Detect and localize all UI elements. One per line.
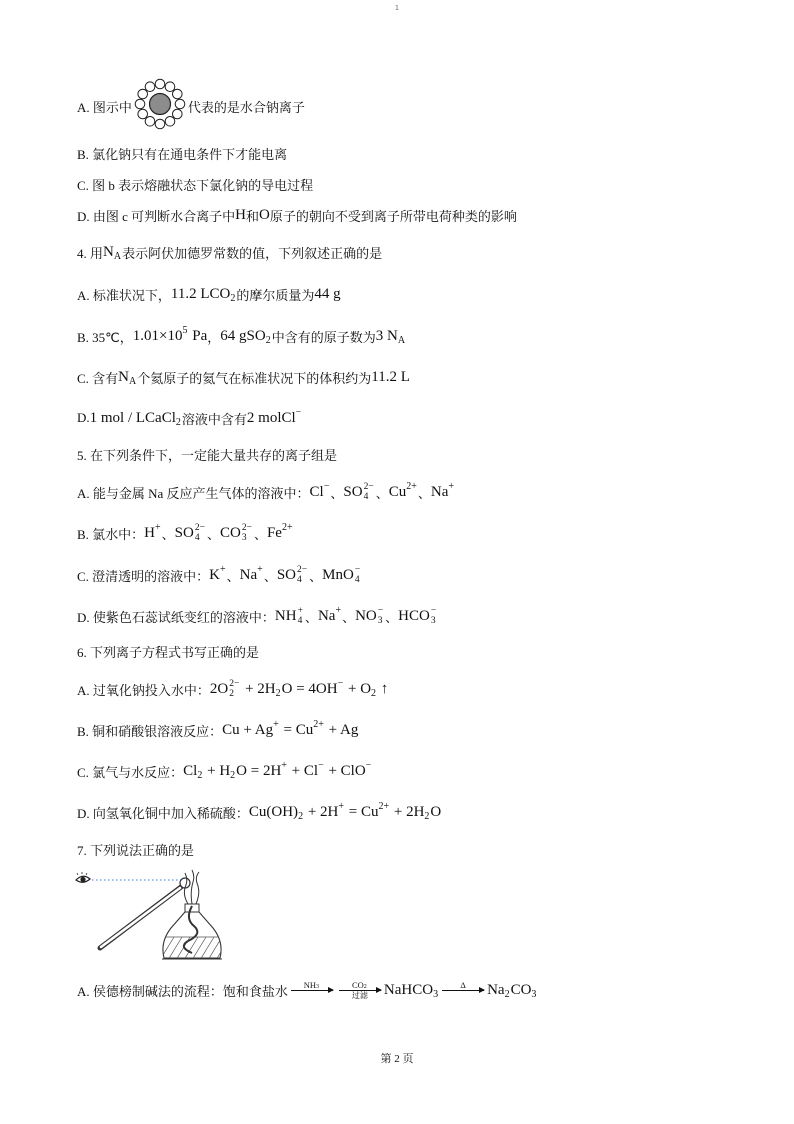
q4-option-a bbox=[77, 282, 341, 306]
eye-icon bbox=[76, 872, 90, 882]
formula-run: Δ bbox=[460, 979, 466, 990]
text-run: 、 bbox=[309, 568, 323, 584]
page-number: 第 2 页 bbox=[380, 1053, 414, 1065]
text-run: 、 bbox=[226, 568, 240, 584]
superscript: − bbox=[337, 677, 344, 689]
formula-run: NH bbox=[303, 979, 317, 990]
text-run: 、 bbox=[330, 485, 344, 501]
formula-run: 1 mol / LCaCl bbox=[89, 409, 176, 426]
stacked-sub-superscript bbox=[242, 523, 252, 543]
subscript: 2 bbox=[230, 769, 236, 781]
text-run: D. 使紫色石蕊试纸变红的溶液中： bbox=[77, 609, 275, 625]
text-run: B. 铜和硝酸银溶液反应： bbox=[77, 723, 223, 739]
formula-run: Na bbox=[430, 483, 449, 500]
stacked-sub-superscript bbox=[378, 606, 383, 626]
text-run: D. 由图 c 可判断水合离子中 bbox=[77, 208, 236, 224]
superscript: − bbox=[430, 606, 437, 616]
subscript: 3 bbox=[316, 983, 320, 990]
text-run: 原子的朝向不受到离子所带电荷种类的影响 bbox=[269, 208, 517, 224]
q3-option-d bbox=[77, 203, 517, 227]
formula-run: Na bbox=[239, 566, 258, 583]
stacked-sub-superscript bbox=[298, 606, 303, 626]
formula-run: Pa bbox=[188, 327, 208, 344]
q5-option-b bbox=[77, 521, 294, 545]
q6-option-d bbox=[77, 800, 441, 824]
subscript: 4 bbox=[363, 492, 369, 502]
superscript: + bbox=[335, 604, 342, 616]
subscript: 4 bbox=[354, 575, 360, 585]
arrow-label-above bbox=[352, 980, 368, 990]
text-run: 、 bbox=[304, 609, 318, 625]
formula-run: NaHCO bbox=[383, 981, 434, 998]
superscript: − bbox=[377, 606, 384, 616]
q5-stem bbox=[77, 442, 337, 466]
formula-run: + H bbox=[203, 762, 231, 779]
text-run: B. 氯化钠只有在通电条件下才能电离 bbox=[77, 146, 288, 162]
text-run: 的摩尔质量为 bbox=[236, 287, 315, 303]
formula-run: HCO bbox=[398, 607, 430, 624]
text-run: D. 向氢氧化铜中加入稀硫酸： bbox=[77, 805, 249, 821]
text-run: 、 bbox=[161, 526, 175, 542]
text-run: 、 bbox=[417, 485, 431, 501]
formula-run: K bbox=[209, 566, 221, 583]
subscript: 2 bbox=[298, 810, 304, 822]
subscript: 3 bbox=[430, 616, 436, 626]
q4-option-d bbox=[77, 406, 302, 430]
text-run: 、 bbox=[253, 526, 267, 542]
formula-run: = Cu bbox=[279, 721, 314, 738]
superscript: 2− bbox=[194, 523, 205, 533]
text-run: 、 bbox=[375, 485, 389, 501]
superscript: 2+ bbox=[313, 718, 324, 730]
subscript: 2 bbox=[197, 769, 203, 781]
arrow-label-below bbox=[352, 991, 368, 1001]
superscript: 2− bbox=[297, 565, 308, 575]
text-run: ， bbox=[207, 329, 221, 345]
formula-run: N bbox=[118, 368, 130, 385]
subscript: 2 bbox=[371, 687, 377, 699]
q3-option-a bbox=[77, 78, 305, 134]
text-run: C. 澄清透明的溶液中： bbox=[77, 568, 210, 584]
subscript: A bbox=[397, 334, 406, 346]
superscript: − bbox=[323, 480, 330, 492]
formula-run: 2O bbox=[209, 680, 229, 697]
text-run: 代表的是水合钠离子 bbox=[187, 99, 305, 115]
formula-run: SO bbox=[343, 483, 363, 500]
superscript: 5 bbox=[182, 324, 188, 336]
text-run: 个氦原子的氦气在标准状况下的体积约为 bbox=[137, 370, 372, 386]
arrow-label-above bbox=[460, 980, 465, 990]
stacked-sub-superscript bbox=[297, 565, 307, 585]
formula-run: MnO bbox=[322, 566, 354, 583]
formula-run: + 2H bbox=[304, 803, 339, 820]
stacked-sub-superscript bbox=[355, 565, 360, 585]
formula-run: Cl bbox=[183, 762, 198, 779]
text-run: A. 图示中 bbox=[77, 99, 132, 115]
superscript: 2+ bbox=[378, 800, 390, 812]
superscript: − bbox=[365, 759, 372, 771]
formula-run: Fe bbox=[266, 524, 282, 541]
q4-stem bbox=[77, 240, 382, 264]
reaction-arrow bbox=[339, 980, 381, 1001]
subscript: 4 bbox=[297, 616, 303, 626]
subscript: 2 bbox=[363, 983, 367, 990]
formula-run: Na bbox=[317, 607, 336, 624]
stacked-sub-superscript bbox=[195, 523, 205, 543]
formula-run: SO bbox=[276, 566, 297, 583]
arrow-line bbox=[291, 990, 333, 991]
superscript: + bbox=[273, 718, 279, 730]
q5-option-d bbox=[77, 604, 438, 628]
formula-run: + O bbox=[344, 680, 372, 697]
text-run: 、 bbox=[263, 568, 277, 584]
text-run: 、 bbox=[342, 609, 356, 625]
superscript: + bbox=[257, 563, 263, 575]
text-run: B. 氯水中： bbox=[77, 526, 145, 542]
superscript: + bbox=[220, 563, 226, 575]
text-run: C. 含有 bbox=[77, 370, 119, 386]
superscript: 2− bbox=[241, 523, 252, 533]
q3-option-c bbox=[77, 172, 313, 196]
superscript: + bbox=[338, 800, 344, 812]
text-run: 、 bbox=[206, 526, 220, 542]
reaction-arrow bbox=[442, 980, 484, 1001]
formula-run: Cu + Ag bbox=[222, 721, 274, 738]
text-run: A. 标准状况下， bbox=[77, 287, 171, 303]
formula-run: H bbox=[235, 206, 247, 223]
formula-run: + 2H bbox=[241, 680, 276, 697]
formula-run: = Cu bbox=[345, 803, 379, 820]
subscript: 2 bbox=[504, 988, 510, 1000]
formula-run: O = 2H bbox=[236, 762, 282, 779]
formula-run: NH bbox=[274, 607, 297, 624]
formula-run: O = 4OH bbox=[281, 680, 338, 697]
subscript: 3 bbox=[531, 988, 537, 1000]
superscript: 2+ bbox=[281, 521, 293, 533]
subscript: 3 bbox=[433, 988, 439, 1000]
superscript: + bbox=[281, 759, 287, 771]
formula-run: + ClO bbox=[324, 762, 366, 779]
subscript: 2 bbox=[230, 292, 236, 304]
q5-option-a bbox=[77, 480, 455, 504]
subscript: 2 bbox=[275, 687, 281, 699]
subscript: 2 bbox=[229, 689, 234, 699]
text-run: 过滤 bbox=[351, 990, 368, 1000]
text-run: B. 35℃， bbox=[77, 329, 133, 345]
formula-run: CO bbox=[510, 981, 532, 998]
superscript: + bbox=[448, 480, 455, 492]
text-run: 中含有的原子数为 bbox=[271, 329, 376, 345]
subscript: 2 bbox=[265, 334, 271, 346]
formula-run: Cu(OH) bbox=[248, 803, 299, 820]
text-run: A. 侯德榜制碱法的流程：饱和食盐水 bbox=[77, 983, 288, 999]
subscript: 4 bbox=[297, 575, 302, 585]
formula-run: 11.2 LCO bbox=[170, 285, 231, 302]
arrow-line bbox=[339, 990, 381, 991]
arrow-label-above bbox=[304, 980, 320, 990]
formula-run: + 2H bbox=[390, 803, 425, 820]
text-run: 溶液中含有 bbox=[181, 411, 247, 427]
text-run: 和 bbox=[246, 208, 260, 224]
text-run: A. 过氧化钠投入水中： bbox=[77, 682, 210, 698]
text-run: 4. 用 bbox=[77, 245, 104, 261]
superscript: − bbox=[295, 406, 302, 418]
text-run: A. 能与金属 Na 反应产生气体的溶液中： bbox=[77, 485, 310, 501]
formula-run: CO bbox=[219, 524, 241, 541]
formula-run: Cu bbox=[388, 483, 407, 500]
formula-run: N bbox=[103, 243, 114, 260]
arrow-line bbox=[442, 990, 484, 991]
subscript: 4 bbox=[194, 533, 200, 543]
hydrated-sodium-ion-icon-graphic bbox=[133, 77, 187, 131]
subscript: 2 bbox=[175, 416, 181, 428]
q7-stem bbox=[77, 837, 194, 861]
text-run: 5. 在下列条件下，一定能大量共存的离子组是 bbox=[77, 447, 338, 463]
subscript: A bbox=[129, 375, 137, 387]
q6-stem bbox=[77, 639, 259, 663]
text-run: C. 图 b 表示熔融状态下氯化钠的导电过程 bbox=[77, 177, 314, 193]
superscript: 2− bbox=[229, 679, 240, 689]
stacked-sub-superscript bbox=[364, 482, 374, 502]
superscript: 2− bbox=[363, 482, 374, 492]
q5-option-c bbox=[77, 563, 362, 587]
superscript: + bbox=[155, 521, 161, 533]
text-run: 表示阿伏加德罗常数的值，下列叙述正确的是 bbox=[122, 245, 383, 261]
stacked-sub-superscript bbox=[431, 606, 436, 626]
superscript: − bbox=[354, 565, 361, 575]
q4-option-b bbox=[77, 324, 406, 348]
text-run: 、 bbox=[385, 609, 399, 625]
formula-run: H bbox=[144, 524, 156, 541]
q6-option-c bbox=[77, 759, 372, 783]
reaction-arrow bbox=[291, 980, 333, 1001]
q3-option-b bbox=[77, 141, 287, 165]
superscript: 2+ bbox=[406, 480, 417, 492]
subscript: A bbox=[113, 250, 122, 262]
text-run: 6. 下列离子方程式书写正确的是 bbox=[77, 644, 260, 660]
superscript: − bbox=[318, 759, 324, 771]
text-run: 7. 下列说法正确的是 bbox=[77, 842, 195, 858]
subscript: 3 bbox=[377, 616, 383, 626]
alcohol-lamp bbox=[160, 904, 224, 960]
formula-run: O bbox=[430, 803, 442, 820]
flame-test-figure bbox=[74, 864, 224, 964]
header-mark: 1 bbox=[395, 5, 399, 12]
formula-run: SO bbox=[174, 524, 194, 541]
q4-option-c bbox=[77, 365, 410, 389]
q6-option-b bbox=[77, 718, 358, 742]
q6-option-a bbox=[77, 677, 388, 701]
subscript: 2 bbox=[424, 810, 430, 822]
platinum-wire-rod bbox=[100, 887, 181, 948]
stacked-sub-superscript bbox=[229, 679, 239, 699]
formula-run: 2 molCl bbox=[246, 409, 296, 426]
formula-run: 3 N bbox=[375, 327, 398, 344]
superscript: + bbox=[297, 606, 303, 616]
subscript: 3 bbox=[241, 533, 247, 543]
formula-run: + Ag bbox=[324, 721, 359, 738]
text-run: C. 氯气与水反应： bbox=[77, 764, 184, 780]
formula-run: ↑ bbox=[377, 680, 389, 697]
q7-option-a bbox=[77, 978, 537, 1002]
formula-run: + Cl bbox=[287, 762, 319, 779]
formula-run: NO bbox=[355, 607, 377, 624]
text-run: D. bbox=[77, 410, 90, 425]
formula-run: O bbox=[259, 206, 270, 223]
formula-run: 11.2 L bbox=[371, 368, 410, 385]
formula-run: Cl bbox=[309, 483, 324, 500]
formula-run: 1.01×10 bbox=[132, 327, 183, 344]
formula-run: 64 gSO bbox=[220, 327, 266, 344]
hydrated-sodium-ion-icon bbox=[133, 77, 187, 135]
formula-run: 44 g bbox=[314, 285, 341, 302]
formula-run: CO bbox=[351, 979, 364, 990]
formula-run: Na bbox=[487, 981, 505, 998]
